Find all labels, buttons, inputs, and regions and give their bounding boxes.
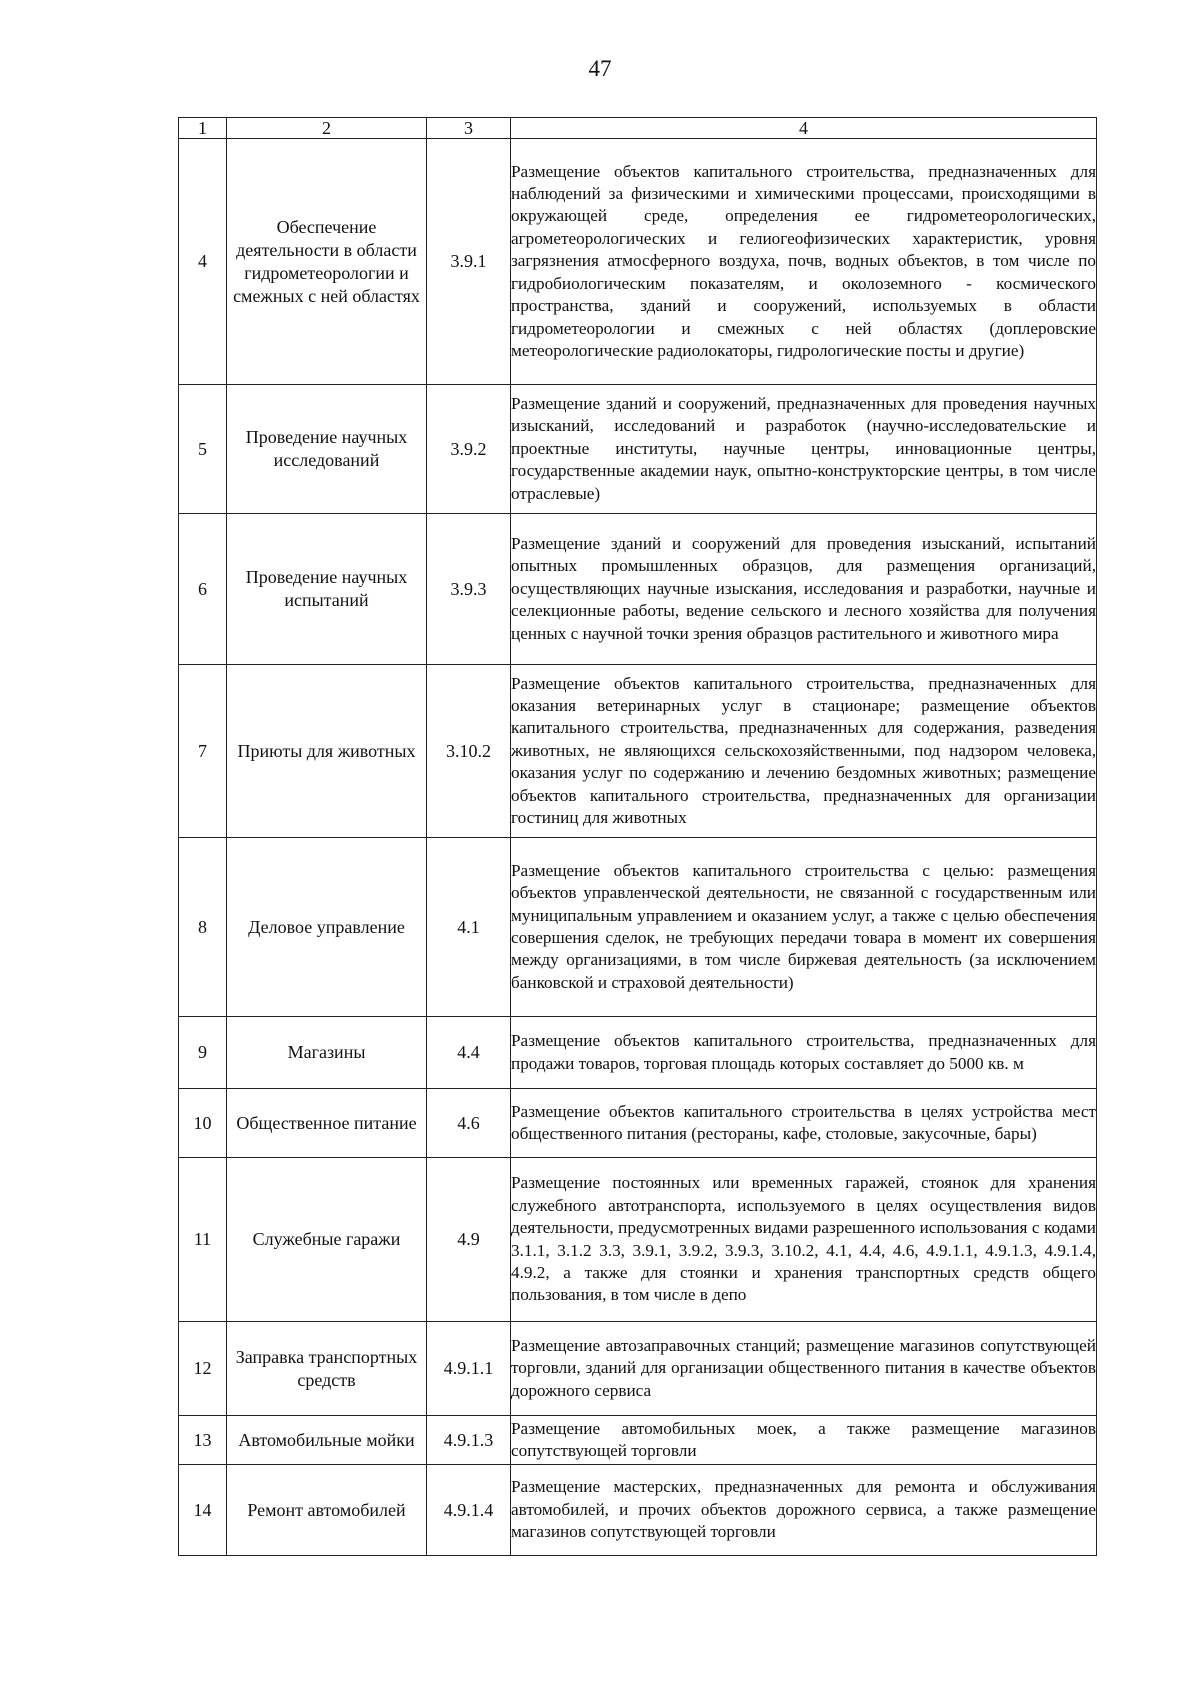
use-type-name: Общественное питание [227, 1089, 427, 1158]
use-type-code: 4.6 [427, 1089, 511, 1158]
row-number: 4 [179, 139, 227, 385]
table-row [179, 1465, 1097, 1556]
table-row [179, 385, 1097, 514]
table-row [179, 1089, 1097, 1158]
use-type-code: 4.4 [427, 1017, 511, 1089]
column-header: 2 [227, 118, 427, 139]
land-use-table [178, 117, 1097, 1556]
use-type-description: Размещение зданий и сооружений для проведения изысканий, испытаний опытных промышленных образцов, для размещения организаций, осуществляющих научные изыскания, исследования и разработки, научные и селекционные работы, ведение сельского и лесного хозяйства для получения ценных с научной точки зрения образцов растительного и животного мира [511, 514, 1097, 665]
use-type-code: 4.1 [427, 838, 511, 1017]
use-type-name: Заправка транспортных средств [227, 1322, 427, 1416]
use-type-code: 4.9.1.1 [427, 1322, 511, 1416]
table-header-row [179, 118, 1097, 139]
row-number: 13 [179, 1416, 227, 1465]
row-number: 11 [179, 1158, 227, 1322]
use-type-description: Размещение объектов капитального строительства, предназначенных для продажи товаров, торговая площадь которых составляет до 5000 кв. м [511, 1017, 1097, 1089]
row-number: 14 [179, 1465, 227, 1556]
use-type-name: Проведение научных исследований [227, 385, 427, 514]
use-type-code: 3.9.3 [427, 514, 511, 665]
table-row [179, 1322, 1097, 1416]
row-number: 9 [179, 1017, 227, 1089]
use-type-description: Размещение мастерских, предназначенных для ремонта и обслуживания автомобилей, и прочих объектов дорожного сервиса, а также размещение магазинов сопутствующей торговли [511, 1465, 1097, 1556]
use-type-code: 4.9.1.4 [427, 1465, 511, 1556]
use-type-name: Магазины [227, 1017, 427, 1089]
row-number: 6 [179, 514, 227, 665]
row-number: 7 [179, 665, 227, 838]
column-header: 4 [511, 118, 1097, 139]
use-type-description: Размещение объектов капитального строительства в целях устройства мест общественного питания (рестораны, кафе, столовые, закусочные, бары) [511, 1089, 1097, 1158]
use-type-name: Проведение научных испытаний [227, 514, 427, 665]
page-number: 47 [588, 56, 612, 81]
use-type-description: Размещение объектов капитального строительства, предназначенных для оказания ветеринарных услуг в стационаре; размещение объектов капитального строительства, предназначенных для содержания, разведения животных, не являющихся сельскохозяйственными, под надзором человека, оказания услуг по содержанию и лечению бездомных животных; размещение объектов капитального строительства, предназначенных для организации гостиниц для животных [511, 665, 1097, 838]
column-header: 1 [179, 118, 227, 139]
use-type-name: Деловое управление [227, 838, 427, 1017]
use-type-code: 3.9.1 [427, 139, 511, 385]
use-type-code: 3.10.2 [427, 665, 511, 838]
table-row [179, 1017, 1097, 1089]
use-type-code: 3.9.2 [427, 385, 511, 514]
table-row [179, 514, 1097, 665]
use-type-description: Размещение автозаправочных станций; размещение магазинов сопутствующей торговли, зданий для организации общественного питания в качестве объектов дорожного сервиса [511, 1322, 1097, 1416]
row-number: 8 [179, 838, 227, 1017]
column-header: 3 [427, 118, 511, 139]
row-number: 5 [179, 385, 227, 514]
row-number: 12 [179, 1322, 227, 1416]
use-type-name: Обеспечение деятельности в области гидрометеорологии и смежных с ней областях [227, 139, 427, 385]
use-type-name: Ремонт автомобилей [227, 1465, 427, 1556]
use-type-name: Служебные гаражи [227, 1158, 427, 1322]
use-type-name: Приюты для животных [227, 665, 427, 838]
table-row [179, 665, 1097, 838]
use-type-description: Размещение автомобильных моек, а также размещение магазинов сопутствующей торговли [511, 1416, 1097, 1465]
table-row [179, 139, 1097, 385]
use-type-description: Размещение постоянных или временных гаражей, стоянок для хранения служебного автотранспорта, используемого в целях осуществления видов деятельности, предусмотренных видами разрешенного использования с кодами 3.1.1, 3.1.2 3.3, 3.9.1, 3.9.2, 3.9.3, 3.10.2, 4.1, 4.4, 4.6, 4.9.1.1, 4.9.1.3, 4.9.1.4, 4.9.2, а также для стоянки и хранения транспортных средств общего пользования, в том числе в депо [511, 1158, 1097, 1322]
table-row [179, 838, 1097, 1017]
use-type-description: Размещение объектов капитального строительства с целью: размещения объектов управленческой деятельности, не связанной с государственным или муниципальным управлением и оказанием услуг, а также с целью обеспечения совершения сделок, не требующих передачи товара в момент их совершения между организациями, в том числе биржевая деятельность (за исключением банковской и страховой деятельности) [511, 838, 1097, 1017]
use-type-code: 4.9 [427, 1158, 511, 1322]
use-type-description: Размещение зданий и сооружений, предназначенных для проведения научных изысканий, исследований и разработок (научно-исследовательские и проектные институты, научные центры, инновационные центры, государственные академии наук, опытно-конструкторские центры, в том числе отраслевые) [511, 385, 1097, 514]
use-type-code: 4.9.1.3 [427, 1416, 511, 1465]
use-type-description: Размещение объектов капитального строительства, предназначенных для наблюдений за физическими и химическими процессами, происходящими в окружающей среде, определения ее гидрометеорологических, агрометеорологических и гелиогеофизических характеристик, уровня загрязнения атмосферного воздуха, почв, водных объектов, в том числе по гидробиологическим показателям, и околоземного - космического пространства, зданий и сооружений, используемых в области гидрометеорологии и смежных с ней областях (доплеровские метеорологические радиолокаторы, гидрологические посты и другие) [511, 139, 1097, 385]
use-type-name: Автомобильные мойки [227, 1416, 427, 1465]
table-row [179, 1158, 1097, 1322]
table-row [179, 1416, 1097, 1465]
row-number: 10 [179, 1089, 227, 1158]
